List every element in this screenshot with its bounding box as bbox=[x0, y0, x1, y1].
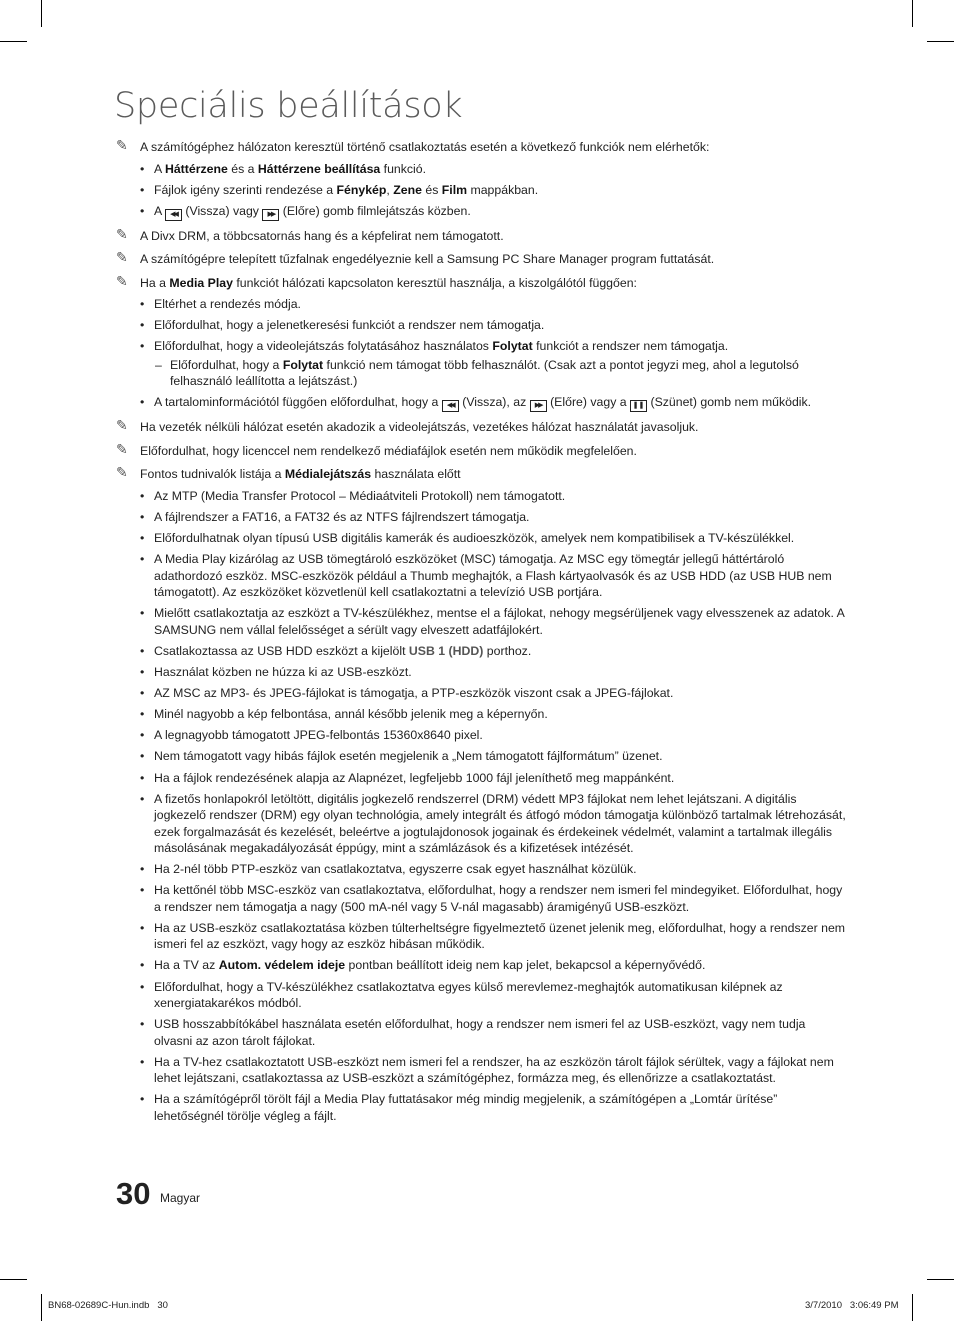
list-item: • Eltérhet a rendezés módja. bbox=[140, 297, 301, 312]
footer-timestamp: 3/7/2010 3:06:49 PM bbox=[805, 1300, 899, 1311]
list-item: • Csatlakoztassa az USB HDD eszközt a kijelölt USB 1 (HDD) porthoz. bbox=[140, 643, 532, 658]
rewind-button-icon: ◀◀ bbox=[442, 400, 459, 412]
page-title: Speciális beállítások bbox=[114, 86, 463, 126]
pencil-note-icon: ✎ bbox=[116, 249, 128, 266]
list-item: • Előfordulhatnak olyan típusú USB digitális kamerák és audioeszközök, amelyek nem kompatibilisek a TV-készülékkel. bbox=[140, 531, 795, 546]
list-item: • A fizetős honlapokról letöltött, digitális jogkezelő rendszerrel (DRM) védett MP3 fájlokat nem lehet lejátszani. A digitális jogkezelő rendszer (DRM) egy olyan technológia, amely integrált és átfogó módon támogatja különböző tartalmak létrehozását, ezek forgalmazását és kezelését, beleértve a jogtulajdonosok jogainak és érdekeinek védelmét, valamint a tartalmak illegális másolásának megakadályozását éppúgy, mint a számlázások és a kifizetések intézését. bbox=[140, 791, 846, 856]
list-item: • Ha a számítógépről törölt fájl a Media Play futtatásakor még mindig megjelenik, a számítógépen a „Lomtár ürítése” lehetőségnél törölje végleg a fájlt. bbox=[140, 1092, 778, 1123]
content bbox=[116, 139, 846, 1131]
note: ✎ Ha a Media Play funkciót hálózati kapcsolaton keresztül használja, a kiszolgálótól függően: bbox=[116, 272, 637, 290]
list-item: • Ha a fájlok rendezésének alapja az Alapnézet, legfeljebb 1000 fájl jeleníthető meg mappánként. bbox=[140, 770, 675, 785]
crop-mark bbox=[927, 41, 954, 42]
list-item: • Ha kettőnél több MSC-eszköz van csatlakoztatva, előfordulhat, hogy a rendszer nem ismeri fel mindegyiket. Előfordulhat, hogy a rendszer nem támogatja a nagy (500 mA-nél vagy 5 V-nál magasabb) áramigényű USB-eszközt. bbox=[140, 883, 843, 914]
list-item: • Mielőtt csatlakoztatja az eszközt a TV-készülékhez, mentse el a fájlokat, nehogy megsérüljenek vagy elvesszenek az adatok. A SAMSUNG nem vállal felelősséget a sérült vagy elveszett adatfájlokért. bbox=[140, 606, 845, 637]
bullet-list bbox=[116, 296, 846, 412]
note: ✎ A számítógéphez hálózaton keresztül történő csatlakoztatás esetén a következő funkciók nem elérhetők: bbox=[116, 137, 710, 154]
page-number: 30 bbox=[116, 1176, 151, 1211]
list-item: • Nem támogatott vagy hibás fájlok esetén megjelenik a „Nem támogatott fájlformátum” üzenet. bbox=[140, 749, 663, 764]
pencil-note-icon: ✎ bbox=[116, 440, 128, 457]
bullet-list bbox=[116, 161, 846, 221]
list-item: • A Media Play kizárólag az USB tömegtároló eszközöket (MSC) támogatja. Az MSC egy tömegtár jellegű háttértároló adathordozó eszköz. MSC-eszközök például a Thumb meghajtók, a Flash kártyaolvasók és az USB HDD (az USB HUB nem támogatott). Az eszközöket közvetlenül kell csatlakoztatni a televízió USB portjára. bbox=[140, 552, 832, 600]
pencil-note-icon: ✎ bbox=[116, 225, 128, 242]
list-item: • Ha a TV-hez csatlakoztatott USB-eszközt nem ismeri fel a rendszer, ha az eszközön tárolt fájlok sérültek, vagy a fájlokat nem lehet lejátszani, csatlakoztassa az USB-eszközt a számítógéphez, formázza meg, és ellenőrizze a csatlakoztatást. bbox=[140, 1054, 834, 1086]
list-item: • Ha az USB-eszköz csatlakoztatása közben túlterheltségre figyelmeztető üzenet jelenik meg, előfordulhat, hogy a rendszer nem ismeri fel az eszközt, vagy hogy az eszköz hibásan működik. bbox=[140, 920, 846, 952]
pause-button-icon: ❚❚ bbox=[630, 400, 647, 412]
note: ✎ A számítógépre telepített tűzfalnak engedélyeznie kell a Samsung PC Share Manager program futtatását. bbox=[116, 249, 715, 267]
list-item: • A fájlrendszer a FAT16, a FAT32 és az NTFS fájlrendszert támogatja. bbox=[140, 510, 530, 525]
note: ✎ Ha vezeték nélküli hálózat esetén akadozik a videolejátszás, vezetékes hálózat használatát javasoljuk. bbox=[116, 417, 699, 435]
list-item: • USB hosszabbítókábel használata esetén előfordulhat, hogy a rendszer nem ismeri fel az USB-eszközt, vagy nem tudja olvasni az azon tárolt fájlokat. bbox=[140, 1017, 806, 1048]
note: ✎ A Divx DRM, a többcsatornás hang és a képfelirat nem támogatott. bbox=[116, 225, 504, 243]
sub-item: – Előfordulhat, hogy a Folytat funkció nem támogat több felhasználót. (Csak azt a pontot jegyzi meg, ahol a legutolsó felhasználó leállította a lejátszást.) bbox=[155, 357, 799, 389]
pencil-note-icon: ✎ bbox=[116, 417, 128, 434]
list-item: • Minél nagyobb a kép felbontása, annál később jelenik meg a képernyőn. bbox=[140, 707, 548, 722]
list-item: • Az MTP (Media Transfer Protocol – Médiaátviteli Protokoll) nem támogatott. bbox=[140, 488, 566, 503]
forward-button-icon: ▶▶ bbox=[530, 400, 547, 412]
list-item: • A Háttérzene és a Háttérzene beállítása funkció. bbox=[140, 161, 427, 176]
crop-mark bbox=[41, 0, 42, 27]
crop-mark bbox=[0, 41, 27, 42]
list-item: • A tartalominformációtól függően előfordulhat, hogy a ◀◀ (Vissza), az ▶▶ (Előre) vagy a ❚❚ (Szünet) gomb nem működik. bbox=[116, 394, 846, 412]
list-item: • A ◀◀ (Vissza) vagy ▶▶ (Előre) gomb filmlejátszás közben. bbox=[116, 203, 846, 221]
list-item: • Ha a TV az Autom. védelem ideje pontban beállított ideig nem kap jelet, bekapcsol a képernyővédő. bbox=[140, 958, 706, 973]
crop-mark bbox=[912, 1294, 913, 1321]
rewind-button-icon: ◀◀ bbox=[165, 209, 182, 221]
list-item: • Fájlok igény szerinti rendezése a Fénykép, Zene és Film mappákban. bbox=[140, 182, 539, 197]
footer-file-info: BN68-02689C-Hun.indb 30 bbox=[48, 1300, 168, 1311]
list-item: • Használat közben ne húzza ki az USB-eszközt. bbox=[140, 665, 412, 680]
note: ✎ Fontos tudnivalók listája a Médialejátszás használata előtt bbox=[116, 464, 461, 482]
crop-mark bbox=[912, 0, 913, 27]
pencil-note-icon: ✎ bbox=[116, 137, 128, 153]
page-language: Magyar bbox=[160, 1191, 201, 1205]
pencil-note-icon: ✎ bbox=[116, 464, 128, 481]
list-item: • AZ MSC az MP3- és JPEG-fájlokat is támogatja, a PTP-eszközök viszont csak a JPEG-fájlokat. bbox=[140, 686, 674, 701]
list-item: • Előfordulhat, hogy a jelenetkeresési funkciót a rendszer nem támogatja. bbox=[140, 318, 545, 333]
list-item: • Előfordulhat, hogy a TV-készülékhez csatlakoztatva egyes külső merevlemez-meghajtók automatikusan kilépnek az xenergiatakarékos módból. bbox=[140, 979, 783, 1011]
list-item: • Előfordulhat, hogy a videolejátszás folytatásához használatos Folytat funkciót a rendszer nem támogatja. – Előfordulhat, hogy a Folytat funkció nem támogat több felhasználót. (Csak azt a pontot jegyzi meg, ahol a legutolsó felhasználó leállította a lejátszást.) bbox=[116, 338, 846, 390]
list-item: • Ha 2-nél több PTP-eszköz van csatlakoztatva, egyszerre csak egyet használhat közülük. bbox=[140, 862, 637, 877]
crop-mark bbox=[0, 1279, 27, 1280]
pencil-note-icon: ✎ bbox=[116, 272, 128, 289]
crop-mark bbox=[927, 1279, 954, 1280]
crop-mark bbox=[41, 1294, 42, 1321]
bullet-list bbox=[116, 488, 846, 1124]
forward-button-icon: ▶▶ bbox=[262, 209, 279, 221]
list-item: • A legnagyobb támogatott JPEG-felbontás 15360x8640 pixel. bbox=[140, 728, 483, 743]
note: ✎ Előfordulhat, hogy licenccel nem rendelkező médiafájlok esetén nem működik megfelelően. bbox=[116, 440, 637, 458]
